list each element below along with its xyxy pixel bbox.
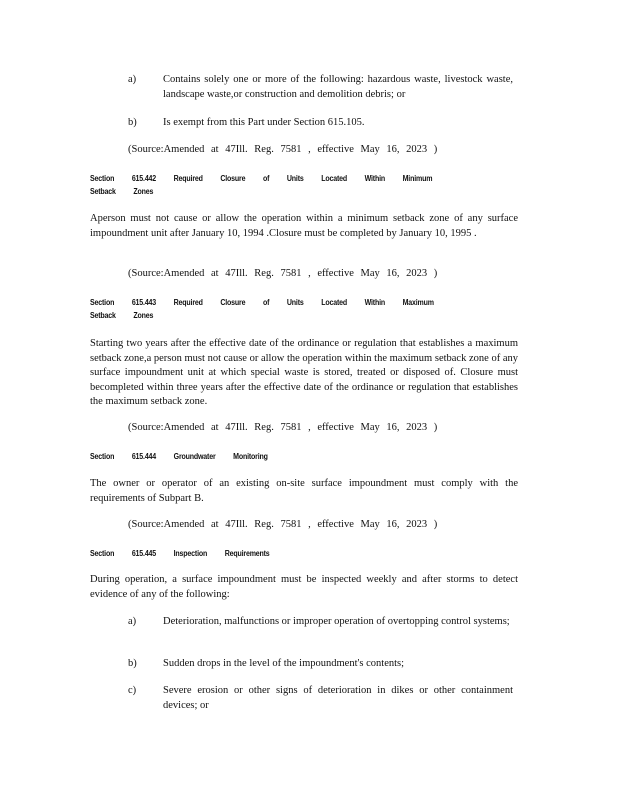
source-note: (Source:Amended at 47Ill. Reg. 7581 , effective May 16, 2023 ) (128, 422, 438, 433)
list-item-label: b) (128, 117, 137, 128)
source-note: (Source:Amended at 47Ill. Reg. 7581 , effective May 16, 2023 ) (128, 268, 438, 279)
section-body: The owner or operator of an existing on-site surface impoundment must comply with the requirements of Subpart B. (90, 478, 518, 504)
list-item (128, 657, 528, 673)
list-item-label: a) (128, 616, 137, 627)
list-item (128, 73, 528, 103)
list-item (128, 615, 528, 645)
list-item-text: Deterioration, malfunctions or improper operation of overtopping control systems; (163, 616, 510, 627)
section-body: Starting two years after the effective date of the ordinance or regulation that establishes a maximum setback zone,a person must not cause or allow the operation within the maximum setback zone of any surface impoundment unit at which special waste is stored, treated or disposed of. Closure must becompleted within three years after the effective date of the ordinance or regulation that establishes the maximum setback zone. (90, 338, 518, 407)
source-note: (Source:Amended at 47Ill. Reg. 7581 , effective May 16, 2023 ) (128, 144, 438, 155)
section-heading: Section 615.442 Required Closure of Units Located Within Minimum Setback Zones (90, 174, 433, 196)
list-item-text: Severe erosion or other signs of deterioration in dikes or other containment devices; or (163, 685, 513, 711)
list-item-label: b) (128, 658, 137, 669)
section-heading: Section 615.445 Inspection Requirements (90, 549, 270, 558)
list-item-text: Sudden drops in the level of the impoundment's contents; (163, 658, 405, 669)
list-item-label: a) (128, 74, 137, 85)
source-note: (Source:Amended at 47Ill. Reg. 7581 , effective May 16, 2023 ) (128, 519, 438, 530)
list-item (128, 684, 528, 714)
section-heading: Section 615.444 Groundwater Monitoring (90, 452, 268, 461)
section-heading: Section 615.443 Required Closure of Units Located Within Maximum Setback Zones (90, 298, 434, 320)
list-item-text: Is exempt from this Part under Section 615.105. (163, 117, 365, 128)
section-body: During operation, a surface impoundment must be inspected weekly and after storms to detect evidence of any of the following: (90, 574, 518, 600)
section-body: Aperson must not cause or allow the operation within a minimum setback zone of any surface impoundment unit after January 10, 1994 .Closure must be completed by January 10, 1995 . (90, 213, 518, 239)
list-item (128, 116, 528, 132)
list-item-label: c) (128, 685, 137, 696)
list-item-text: Contains solely one or more of the following: hazardous waste, livestock waste, landscape waste,or construction and demolition debris; or (163, 74, 513, 100)
